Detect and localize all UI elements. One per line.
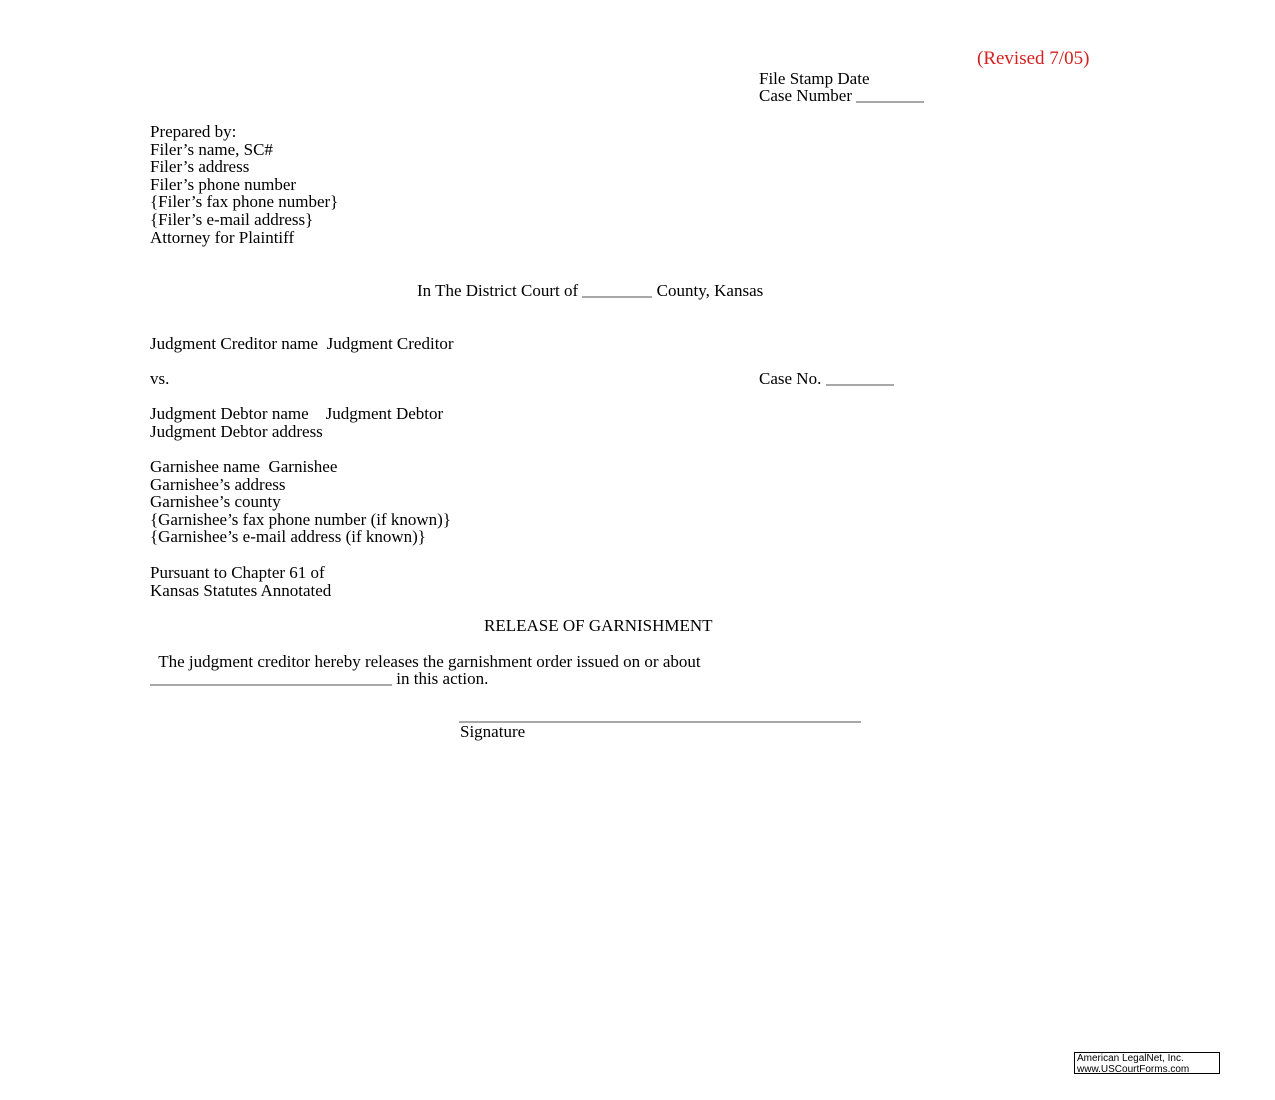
county-field[interactable] <box>582 296 652 298</box>
statute-line-2: Kansas Statutes Annotated <box>150 580 332 600</box>
publisher-footer <box>1074 1052 1220 1074</box>
case-no-line <box>759 370 894 388</box>
judgment-debtor-block <box>150 405 443 440</box>
judgment-creditor-line: Judgment Creditor name Judgment Creditor <box>150 334 454 353</box>
court-heading <box>417 282 763 300</box>
garnishee-email: {Garnishee’s e-mail address (if known)} <box>150 527 426 547</box>
signature-label: Signature <box>460 722 526 741</box>
release-paragraph-line-2 <box>150 670 488 688</box>
publisher-name: American LegalNet, Inc. <box>1077 1053 1184 1064</box>
statute-line-1: Pursuant to Chapter 61 of <box>150 563 325 582</box>
case-no-field[interactable] <box>826 384 894 386</box>
prepared-by-label: Prepared by: <box>150 122 237 141</box>
case-no-label: Case No. <box>759 369 822 388</box>
garnishment-date-field[interactable] <box>150 684 392 686</box>
garnishee-address: Garnishee’s address <box>150 474 286 494</box>
file-stamp-date-label: File Stamp Date <box>759 69 870 88</box>
release-paragraph-line-1: The judgment creditor hereby releases the garnishment order issued on or about <box>150 652 701 671</box>
versus-label: vs. <box>150 369 170 388</box>
filer-fax: {Filer’s fax phone number} <box>150 192 339 212</box>
garnishee-fax: {Garnishee’s fax phone number (if known)} <box>150 509 451 529</box>
court-prefix: In The District Court of <box>417 281 579 300</box>
case-number-header <box>759 87 924 105</box>
filer-address: Filer’s address <box>150 157 250 177</box>
filer-phone: Filer’s phone number <box>150 174 297 194</box>
document-title: RELEASE OF GARNISHMENT <box>484 616 713 635</box>
filer-name-sc: Filer’s name, SC# <box>150 139 273 159</box>
in-this-action-text: in this action. <box>392 669 489 688</box>
statute-reference <box>150 564 331 599</box>
publisher-url: www.USCourtForms.com <box>1077 1063 1190 1075</box>
prepared-by-block <box>150 123 338 246</box>
case-number-field[interactable] <box>856 101 924 103</box>
judgment-debtor-address: Judgment Debtor address <box>150 421 323 441</box>
garnishee-name: Garnishee name Garnishee <box>150 457 338 476</box>
filer-email: {Filer’s e-mail address} <box>150 209 314 229</box>
attorney-for-plaintiff: Attorney for Plaintiff <box>150 227 295 247</box>
court-suffix: County, Kansas <box>656 281 764 300</box>
garnishee-block <box>150 458 451 546</box>
case-number-label: Case Number <box>759 86 853 105</box>
revised-date-note: (Revised 7/05) <box>977 48 1090 69</box>
judgment-debtor-name: Judgment Debtor name Judgment Debtor <box>150 404 444 423</box>
garnishee-county: Garnishee’s county <box>150 492 281 512</box>
